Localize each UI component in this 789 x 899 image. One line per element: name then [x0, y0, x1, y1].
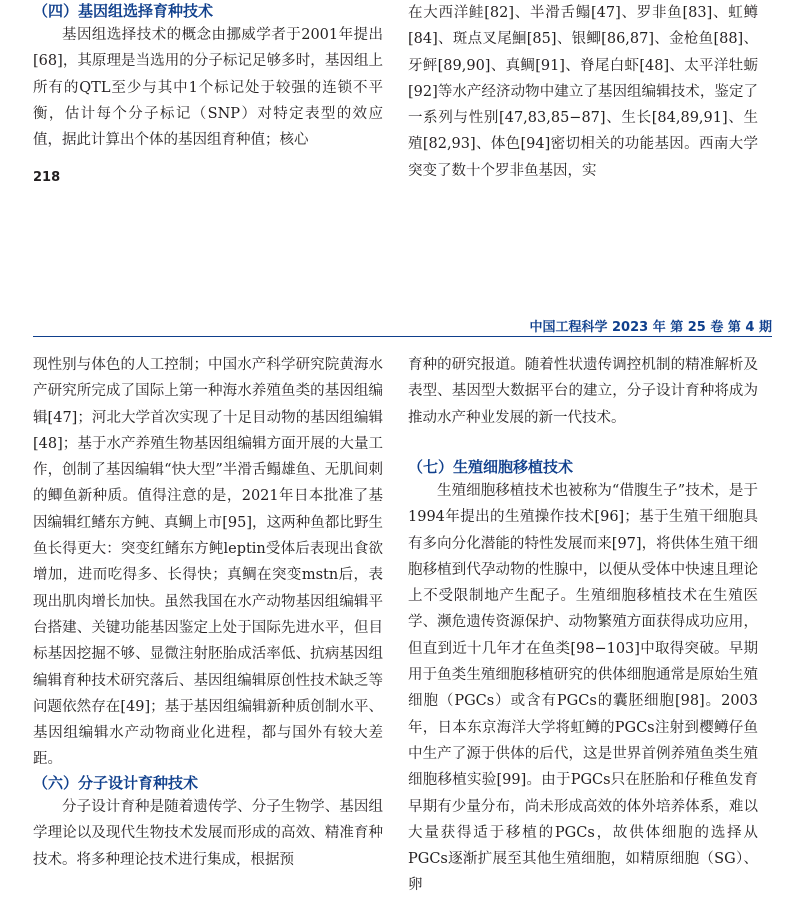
page-number: 218 — [33, 170, 61, 185]
top-right-column — [408, 0, 758, 179]
section-heading-molecular-design: （六）分子设计育种技术 — [33, 774, 199, 792]
body-paragraph: 分子设计育种是随着遗传学、分子生物学、基因组学理论以及现代生物技术发展而形成的高效、精准育种技术。将多种理论技术进行集成，根据预 — [33, 799, 383, 868]
top-left-column — [33, 0, 383, 149]
header-rule — [33, 336, 772, 337]
bottom-left-column — [33, 352, 383, 874]
journal-header: 中国工程科学 2023 年 第 25 卷 第 4 期 — [529, 320, 772, 335]
section-heading-germ-cell-transplantation: （七）生殖细胞移植技术 — [408, 458, 574, 476]
body-paragraph: 生殖细胞移植技术也被称为“借腹生子”技术，是于1994年提出的生殖操作技术[96]；基于生殖干细胞具有多向分化潜能的特性发展而来[97]，将供体生殖干细胞移植到代孕动物的性腺中，以便从受体中快速且理论上不受限制地产生配子。生殖细胞移植技术在生殖医学、濒危遗传资源保护、动物繁殖方面获得成功应用，但直到近十几年才在鱼类[98−103]中取得突破。早期用于鱼类生殖细胞移植研究的供体细胞通常是原始生殖细胞（PGCs）或含有PGCs的囊胚细胞[98]。2003年，日本东京海洋大学将虹鳟的PGCs注射到樱鳟仔鱼中生产了源于供体的后代，这是世界首例养殖鱼类生殖细胞移植实验[99]。由于PGCs只在胚胎和仔稚鱼发育早期有少量分布，尚未形成高效的体外培养体系，难以大量获得适于移植的PGCs，故供体细胞的选择从PGCs逐渐扩展至其他生殖细胞，如精原细胞（SG）、卵 — [408, 483, 758, 894]
body-paragraph: 基因组选择技术的概念由挪威学者于2001年提出[68]，其原理是当选用的分子标记足够多时，基因组上所有的QTL至少与其中1个标记处于较强的连锁不平衡，估计每个分子标记（SNP）对特定表型的效应值，据此计算出个体的基因组育种值；核心 — [33, 27, 383, 149]
body-paragraph: 现性别与体色的人工控制；中国水产科学研究院黄海水产研究所完成了国际上第一种海水养殖鱼类的基因组编辑[47]；河北大学首次实现了十足目动物的基因组编辑[48]；基于水产养殖生物基因组编辑方面开展的大量工作，创制了基因编辑“快大型”半滑舌鳎雄鱼、无肌间刺的鲫鱼新种质。值得注意的是，2021年日本批准了基因编辑红鳍东方鲀、真鲷上市[95]，这两种鱼都比野生鱼长得更大：突变红鳍东方鲀leptin受体后表现出食欲增加，进而吃得多、长得快；真鲷在突变mstn后，表现出肌肉增长加快。虽然我国在水产动物基因组编辑平台搭建、关键功能基因鉴定上处于国际先进水平，但目标基因挖掘不够、显微注射胚胎成活率低、抗病基因组编辑育种技术研究落后、基因组编辑原创性技术缺乏等问题依然存在[49]；基于基因组编辑新种质创制水平、基因组编辑水产动物商业化进程，都与国外有较大差距。 — [33, 357, 383, 768]
body-paragraph: 育种的研究报道。随着性状遗传调控机制的精准解析及表型、基因型大数据平台的建立，分子设计育种将成为推动水产种业发展的新一代技术。 — [408, 357, 758, 426]
bottom-right-column — [408, 352, 758, 894]
body-paragraph: 在大西洋鲑[82]、半滑舌鳎[47]、罗非鱼[83]、虹鳟[84]、斑点叉尾鮰[85]、银鲫[86,87]、金枪鱼[88]、牙鲆[89,90]、真鲷[91]、脊尾白虾[48]、太平洋牡蛎[92]等水产经济动物中建立了基因组编辑技术，鉴定了一系列与性别[47,83,85−87]、生长[84,89,91]、生殖[82,93]、体色[94]密切相关的功能基因。西南大学突变了数十个罗非鱼基因，实 — [408, 5, 758, 179]
section-heading-genomic-selection: （四）基因组选择育种技术 — [33, 2, 214, 20]
